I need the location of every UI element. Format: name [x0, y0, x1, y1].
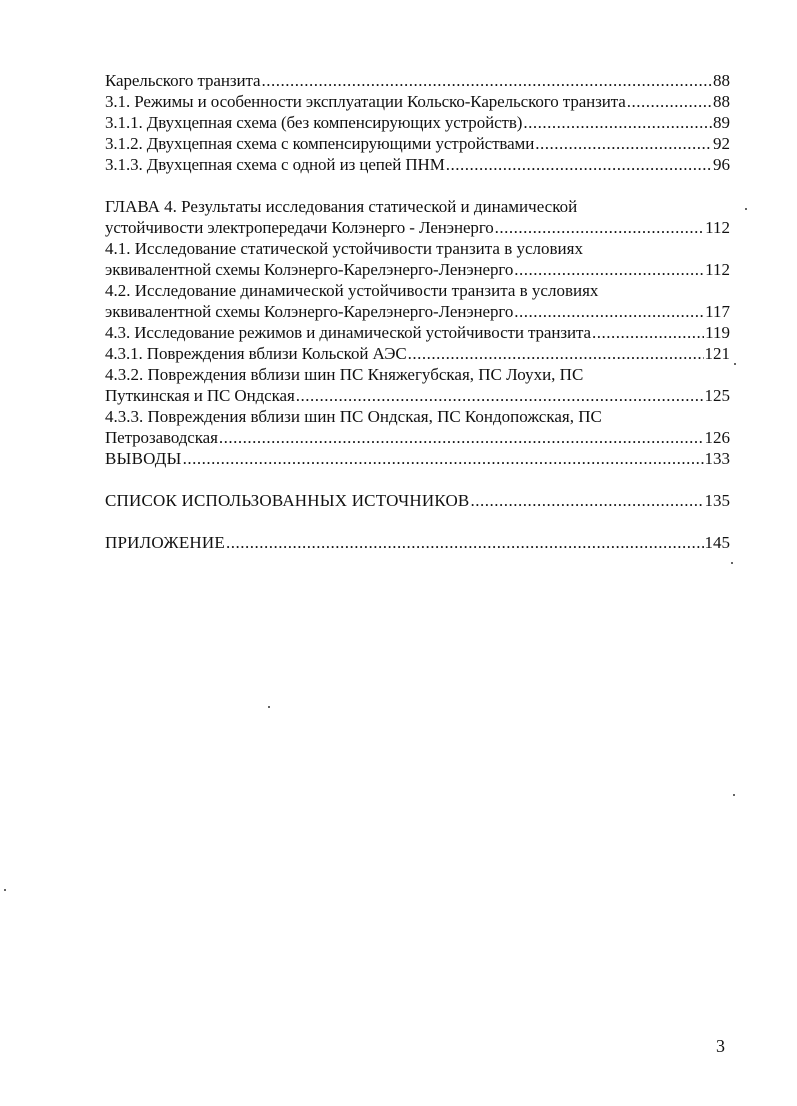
toc-leader-dots — [446, 154, 712, 175]
toc-entry-label: 4.3. Исследование режимов и динамической устойчивости транзита — [105, 323, 591, 342]
toc-entry-page: 89 — [713, 113, 730, 132]
toc-entry-4-3 — [105, 322, 730, 343]
toc-entry-3-1-1 — [105, 112, 730, 133]
toc-leader-dots — [183, 448, 704, 469]
toc-leader-dots — [261, 70, 712, 91]
spacer — [105, 511, 730, 532]
toc-entry-label: 4.3.1. Повреждения вблизи Кольской АЭС — [105, 344, 407, 363]
toc-entry-label: Карельского транзита — [105, 71, 261, 90]
toc-entry-4-1-title: 4.1. Исследование статической устойчивости транзита в условиях — [105, 239, 583, 258]
toc-entry-label: СПИСОК ИСПОЛЬЗОВАННЫХ ИСТОЧНИКОВ — [105, 491, 470, 510]
toc-entry-3-1-3 — [105, 154, 730, 175]
toc-entry-4-3-3 — [105, 427, 730, 448]
toc-entry-label: 3.1.2. Двухцепная схема с компенсирующими устройствами — [105, 134, 535, 153]
toc-entry-page: 88 — [713, 92, 730, 111]
toc-entry-page: 126 — [704, 428, 730, 447]
scan-speck — [734, 363, 736, 365]
toc-leader-dots — [592, 322, 704, 343]
toc-entry-page: 135 — [704, 491, 730, 510]
toc-leader-dots — [627, 91, 712, 112]
toc-entry-4-3-3-title: 4.3.3. Повреждения вблизи шин ПС Ондская, ПС Кондопожская, ПС — [105, 407, 602, 426]
toc-entry-4-3-1 — [105, 343, 730, 364]
table-of-contents — [105, 70, 730, 553]
toc-entry-label: Путкинская и ПС Ондская — [105, 386, 295, 405]
toc-entry-page: 112 — [705, 260, 730, 279]
spacer — [105, 175, 730, 196]
toc-entry-label: устойчивости электропередачи Колэнерго - Ленэнерго — [105, 218, 494, 237]
toc-leader-dots — [226, 532, 704, 553]
toc-entry-page: 96 — [713, 155, 730, 174]
toc-entry-page: 119 — [705, 323, 730, 342]
toc-entry-3-1 — [105, 91, 730, 112]
toc-entry-label: ПРИЛОЖЕНИЕ — [105, 533, 225, 552]
toc-leader-dots — [219, 427, 704, 448]
toc-entry-4-2 — [105, 301, 730, 322]
toc-leader-dots — [514, 259, 704, 280]
scan-speck — [4, 889, 6, 891]
toc-entry-appendix — [105, 532, 730, 553]
toc-entry-label: ВЫВОДЫ — [105, 449, 182, 468]
scan-speck — [733, 794, 735, 796]
scan-speck — [731, 562, 733, 564]
toc-entry-karelian-transit — [105, 70, 730, 91]
toc-entry-conclusions — [105, 448, 730, 469]
toc-entry-page: 117 — [705, 302, 730, 321]
page-number: 3 — [716, 1036, 725, 1056]
toc-entry-3-1-2 — [105, 133, 730, 154]
toc-entry-label: эквивалентной схемы Колэнерго-Карелэнерго-Ленэнерго — [105, 302, 514, 321]
toc-entry-page: 92 — [713, 134, 730, 153]
toc-chapter-4-title: ГЛАВА 4. Результаты исследования статической и динамической — [105, 197, 578, 216]
scan-speck — [268, 706, 270, 708]
toc-leader-dots — [408, 343, 704, 364]
toc-entry-4-1 — [105, 259, 730, 280]
spacer — [105, 469, 730, 490]
toc-entry-4-2-title: 4.2. Исследование динамической устойчивости транзита в условиях — [105, 281, 599, 300]
toc-leader-dots — [296, 385, 704, 406]
scan-speck — [745, 208, 747, 210]
toc-entry-label: 3.1.1. Двухцепная схема (без компенсирующих устройств) — [105, 113, 523, 132]
toc-entry-page: 121 — [704, 344, 730, 363]
toc-entry-page: 125 — [704, 386, 730, 405]
toc-entry-label: 3.1. Режимы и особенности эксплуатации Кольско-Карельского транзита — [105, 92, 626, 111]
toc-entry-page: 133 — [704, 449, 730, 468]
toc-leader-dots — [514, 301, 704, 322]
toc-entry-page: 112 — [705, 218, 730, 237]
toc-leader-dots — [535, 133, 712, 154]
toc-leader-dots — [523, 112, 712, 133]
toc-entry-label: Петрозаводская — [105, 428, 218, 447]
toc-leader-dots — [495, 217, 704, 238]
toc-entry-4-3-2-title: 4.3.2. Повреждения вблизи шин ПС Княжегубская, ПС Лоухи, ПС — [105, 365, 584, 384]
toc-entry-4-3-2 — [105, 385, 730, 406]
toc-entry-page: 145 — [704, 533, 730, 552]
toc-entry-label: 3.1.3. Двухцепная схема с одной из цепей ПНМ — [105, 155, 445, 174]
toc-entry-label: эквивалентной схемы Колэнерго-Карелэнерго-Ленэнерго — [105, 260, 514, 279]
toc-entry-page: 88 — [713, 71, 730, 90]
toc-leader-dots — [470, 490, 703, 511]
toc-entry-references — [105, 490, 730, 511]
toc-entry-chapter-4 — [105, 217, 730, 238]
